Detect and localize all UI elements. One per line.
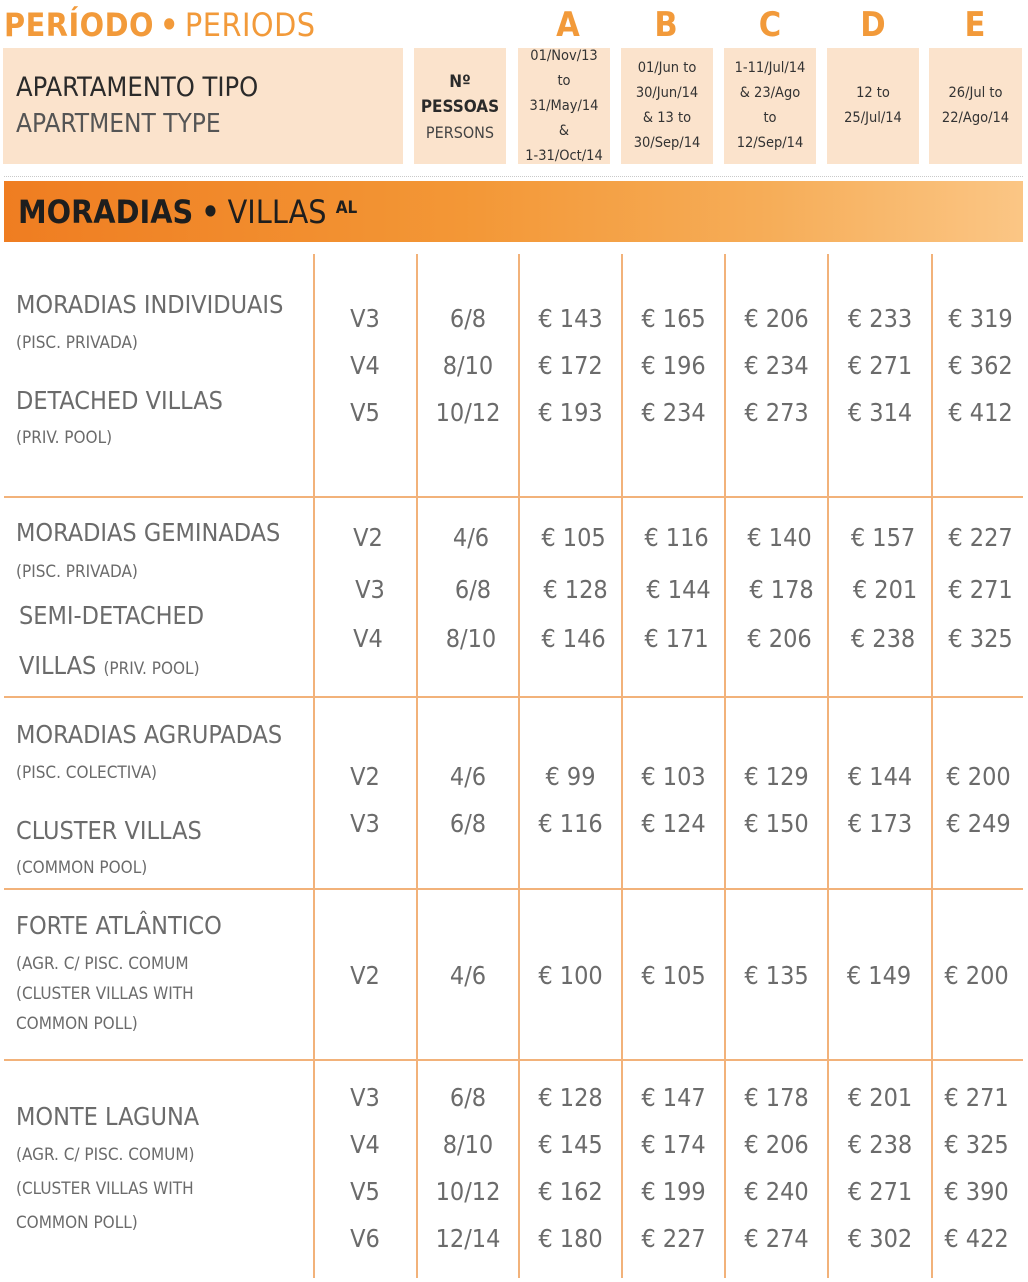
price-period-d: € 149 <box>846 961 912 990</box>
row-type: V5 <box>350 398 380 427</box>
price-period-e: € 362 <box>948 351 1013 380</box>
price-period-e: € 390 <box>944 1177 1009 1206</box>
row-persons: 8/10 <box>442 1130 494 1159</box>
group-name-en-line2: VILLAS <box>19 651 97 680</box>
row-type: V3 <box>355 575 385 604</box>
group-pool-pt: (AGR. C/ PISC. COMUM <box>16 954 189 974</box>
period-letter-d: D <box>860 5 886 45</box>
price-period-b: € 144 <box>646 575 711 604</box>
price-period-a: € 146 <box>541 624 606 653</box>
price-period-a: € 128 <box>543 575 608 604</box>
grid-line <box>4 888 1023 890</box>
price-period-c: € 274 <box>744 1224 809 1253</box>
price-period-e: € 200 <box>944 961 1009 990</box>
group-name: MONTE LAGUNA <box>16 1102 200 1131</box>
row-persons: 6/8 <box>454 575 492 604</box>
price-period-a: € 99 <box>545 762 596 791</box>
group-name-en-2 <box>19 651 200 680</box>
group-pool-pt: (PISC. PRIVADA) <box>16 562 138 582</box>
period-d-dates-box <box>827 48 919 164</box>
row-type: V3 <box>350 1083 380 1112</box>
row-type: V4 <box>350 1130 380 1159</box>
row-persons: 6/8 <box>449 304 487 333</box>
row-type: V4 <box>353 624 383 653</box>
grid-line <box>4 1059 1023 1061</box>
price-period-c: € 150 <box>744 809 809 838</box>
price-period-b: € 116 <box>644 523 709 552</box>
price-period-b: € 165 <box>641 304 706 333</box>
section-separator: • <box>201 193 220 231</box>
price-period-b: € 124 <box>641 809 706 838</box>
header-divider <box>4 176 1023 177</box>
price-period-c: € 206 <box>744 304 809 333</box>
row-type: V2 <box>350 961 380 990</box>
persons-header <box>414 48 506 164</box>
price-period-b: € 171 <box>644 624 709 653</box>
section-title-pt: MORADIAS <box>18 193 194 231</box>
row-type: V6 <box>350 1224 380 1253</box>
price-period-d: € 314 <box>847 398 913 427</box>
price-period-d: € 271 <box>847 1177 913 1206</box>
row-type: V3 <box>350 304 380 333</box>
periods-title-en: PERIODS <box>184 6 316 44</box>
price-period-e: € 325 <box>948 624 1013 653</box>
price-period-c: € 240 <box>744 1177 809 1206</box>
title-separator: • <box>159 6 179 44</box>
group-pool-en: (CLUSTER VILLAS WITH <box>16 984 194 1004</box>
price-period-b: € 103 <box>641 762 706 791</box>
group-pool-pt: (PISC. PRIVADA) <box>16 333 138 353</box>
price-period-c: € 129 <box>744 762 809 791</box>
price-period-a: € 143 <box>538 304 603 333</box>
periods-title <box>4 4 316 46</box>
group-name-en: DETACHED VILLAS <box>16 386 223 415</box>
price-period-a: € 162 <box>538 1177 603 1206</box>
persons-en: PERSONS <box>425 123 495 142</box>
group-name-pt: MORADIAS GEMINADAS <box>16 518 281 547</box>
group-pool-en: (CLUSTER VILLAS WITH <box>16 1179 194 1199</box>
price-period-d: € 201 <box>852 575 918 604</box>
row-persons: 8/10 <box>445 624 497 653</box>
row-persons: 6/8 <box>449 809 487 838</box>
period-e-dates: 26/Jul to 22/Ago/14 <box>941 85 1010 126</box>
group-pool-pt: (AGR. C/ PISC. COMUM) <box>16 1145 195 1165</box>
group-name-pt: MORADIAS INDIVIDUAIS <box>16 290 284 319</box>
group-pool-en-2: COMMON POLL) <box>16 1014 138 1034</box>
row-type: V2 <box>350 762 380 791</box>
price-period-a: € 105 <box>541 523 606 552</box>
price-period-d: € 238 <box>847 1130 913 1159</box>
price-period-c: € 206 <box>744 1130 809 1159</box>
villas-section-title <box>18 188 357 236</box>
period-d-dates: 12 to 25/Jul/14 <box>844 85 902 126</box>
group-name: FORTE ATLÂNTICO <box>16 911 222 940</box>
group-name-en: SEMI-DETACHED <box>19 601 205 630</box>
group-pool-en: (PRIV. POOL) <box>103 659 200 679</box>
price-period-a: € 128 <box>538 1083 603 1112</box>
row-persons: 4/6 <box>449 961 487 990</box>
row-persons: 12/14 <box>435 1224 501 1253</box>
price-period-d: € 302 <box>847 1224 913 1253</box>
group-pool-en: (COMMON POOL) <box>16 858 148 878</box>
price-period-d: € 271 <box>847 351 913 380</box>
group-name-en: CLUSTER VILLAS <box>16 816 202 845</box>
period-b-dates-box <box>621 48 713 164</box>
period-letter-e: E <box>964 5 986 45</box>
period-letter-c: C <box>758 5 782 45</box>
price-period-b: € 234 <box>641 398 706 427</box>
price-period-d: € 233 <box>847 304 913 333</box>
price-period-d: € 173 <box>847 809 913 838</box>
row-type: V5 <box>350 1177 380 1206</box>
price-period-e: € 412 <box>948 398 1013 427</box>
apartment-type-header <box>3 48 403 164</box>
row-persons: 8/10 <box>442 351 494 380</box>
price-period-b: € 199 <box>641 1177 706 1206</box>
row-persons: 4/6 <box>449 762 487 791</box>
row-persons: 6/8 <box>449 1083 487 1112</box>
price-period-e: € 271 <box>948 575 1013 604</box>
price-period-c: € 178 <box>744 1083 809 1112</box>
period-letter-a: A <box>556 5 580 45</box>
row-type: V3 <box>350 809 380 838</box>
apartment-type-pt: APARTAMENTO TIPO <box>16 72 259 103</box>
group-pool-pt: (PISC. COLECTIVA) <box>16 763 158 783</box>
period-c-dates-box <box>724 48 816 164</box>
price-period-c: € 234 <box>744 351 809 380</box>
period-e-dates-box <box>929 48 1022 164</box>
price-period-d: € 144 <box>847 762 913 791</box>
row-persons: 10/12 <box>435 398 501 427</box>
price-period-a: € 193 <box>538 398 603 427</box>
price-period-c: € 140 <box>747 523 812 552</box>
row-persons: 10/12 <box>435 1177 501 1206</box>
group-name-pt: MORADIAS AGRUPADAS <box>16 720 283 749</box>
price-period-b: € 105 <box>641 961 706 990</box>
period-a-dates-box <box>518 48 610 164</box>
price-period-e: € 271 <box>944 1083 1009 1112</box>
period-b-dates: 01/Jun to 30/Jun/14 & 13 to 30/Sep/14 <box>633 60 701 151</box>
price-period-d: € 157 <box>850 523 916 552</box>
price-period-a: € 145 <box>538 1130 603 1159</box>
price-period-e: € 200 <box>946 762 1011 791</box>
price-period-b: € 227 <box>641 1224 706 1253</box>
price-period-e: € 325 <box>944 1130 1009 1159</box>
price-period-c: € 273 <box>744 398 809 427</box>
persons-pt: PESSOAS <box>420 97 500 117</box>
price-period-e: € 227 <box>948 523 1013 552</box>
price-period-e: € 319 <box>948 304 1013 333</box>
price-period-a: € 172 <box>538 351 603 380</box>
price-period-c: € 206 <box>747 624 812 653</box>
row-persons: 4/6 <box>452 523 490 552</box>
grid-line <box>4 696 1023 698</box>
price-period-a: € 180 <box>538 1224 603 1253</box>
period-a-dates: 01/Nov/13 to 31/May/14 & 1-31/Oct/14 <box>525 47 603 164</box>
price-period-b: € 147 <box>641 1083 706 1112</box>
section-title-en: VILLAS <box>227 193 327 231</box>
persons-symbol: Nº <box>449 72 471 92</box>
price-period-c: € 178 <box>749 575 814 604</box>
period-letter-b: B <box>654 5 678 45</box>
group-pool-en: (PRIV. POOL) <box>16 428 113 448</box>
price-period-b: € 174 <box>641 1130 706 1159</box>
price-period-d: € 201 <box>847 1083 913 1112</box>
price-period-a: € 100 <box>538 961 603 990</box>
price-period-b: € 196 <box>641 351 706 380</box>
period-c-dates: 1-11/Jul/14 & 23/Ago to 12/Sep/14 <box>734 60 806 151</box>
row-type: V4 <box>350 351 380 380</box>
row-type: V2 <box>353 523 383 552</box>
group-pool-en-2: COMMON POLL) <box>16 1213 138 1233</box>
apartment-type-en: APARTMENT TYPE <box>16 109 221 139</box>
price-period-e: € 422 <box>944 1224 1009 1253</box>
price-period-a: € 116 <box>538 809 603 838</box>
price-period-d: € 238 <box>850 624 916 653</box>
grid-line <box>4 496 1023 498</box>
price-period-e: € 249 <box>946 809 1011 838</box>
periods-title-pt: PERÍODO <box>4 6 154 44</box>
price-period-c: € 135 <box>744 961 809 990</box>
section-superscript: AL <box>335 198 358 218</box>
